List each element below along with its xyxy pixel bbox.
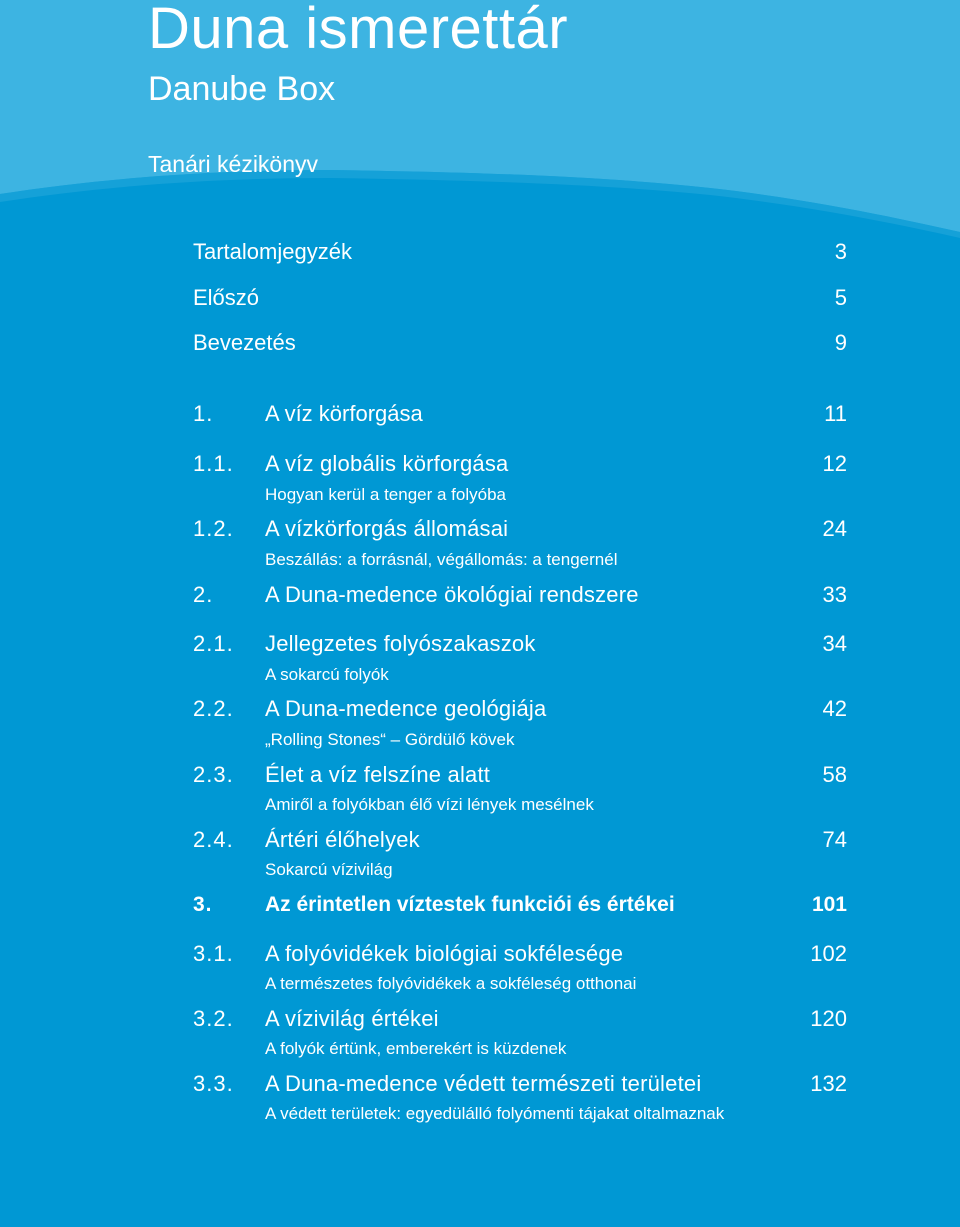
toc-entry-subtitle: A sokarcú folyók xyxy=(265,665,389,684)
toc-entry-3-2[interactable] xyxy=(193,1003,847,1035)
toc-entry-number: 2.3. xyxy=(193,762,234,787)
toc-entry-number: 2.1. xyxy=(193,631,234,656)
toc-entry-2-1[interactable] xyxy=(193,628,847,660)
toc-entry-chapter-1[interactable] xyxy=(193,398,847,430)
toc-entry-eloszo[interactable] xyxy=(193,282,847,314)
toc-entry-subtitle: A védett területek: egyedülálló folyómenti tájakat oltalmaznak xyxy=(265,1104,725,1123)
toc-entry-3-1[interactable] xyxy=(193,938,847,970)
toc-entry-page: 42 xyxy=(822,696,847,721)
toc-entry-page: 24 xyxy=(822,516,847,541)
toc-entry-label: Jellegzetes folyószakaszok xyxy=(265,631,536,656)
toc-entry-label: Tartalomjegyzék xyxy=(193,239,352,264)
toc-entry-page: 34 xyxy=(822,631,847,656)
toc-entry-subtitle: Amiről a folyókban élő vízi lények mesélnek xyxy=(265,795,594,814)
toc-entry-page: 102 xyxy=(810,941,847,966)
toc-entry-subtitle: Sokarcú vízivilág xyxy=(265,860,393,879)
toc-entry-1-1[interactable] xyxy=(193,448,847,480)
toc-entry-number: 3.3. xyxy=(193,1071,234,1096)
toc-entry-label: Élet a víz felszíne alatt xyxy=(265,762,491,787)
toc-entry-chapter-3[interactable] xyxy=(193,889,847,921)
toc-entry-number: 2.4. xyxy=(193,827,234,852)
toc-entry-number: 3. xyxy=(193,893,213,916)
toc-entry-page: 120 xyxy=(810,1006,847,1031)
toc-entry-number: 2. xyxy=(193,582,214,607)
toc-entry-page: 74 xyxy=(822,827,847,852)
toc-entry-subtitle: Beszállás: a forrásnál, végállomás: a tengernél xyxy=(265,550,618,569)
toc-entry-label: Bevezetés xyxy=(193,330,296,355)
toc-entry-3-3[interactable] xyxy=(193,1068,847,1100)
toc-entry-2-4[interactable] xyxy=(193,824,847,856)
toc-entry-page: 12 xyxy=(822,451,847,476)
toc-entry-1-2[interactable] xyxy=(193,513,847,545)
toc-entry-page: 5 xyxy=(834,285,847,310)
toc-entry-number: 3.2. xyxy=(193,1006,234,1031)
toc-entry-number: 1.2. xyxy=(193,516,234,541)
toc-entry-label: A Duna-medence geológiája xyxy=(265,696,547,721)
toc-entry-label: Az érintetlen víztestek funkciói és értékei xyxy=(265,893,675,916)
toc-entry-2-3[interactable] xyxy=(193,759,847,791)
toc-entry-2-2[interactable] xyxy=(193,693,847,725)
toc-entry-page: 33 xyxy=(822,582,847,607)
table-of-contents xyxy=(193,0,847,1227)
toc-entry-chapter-2[interactable] xyxy=(193,579,847,611)
toc-entry-label: A vízivilág értékei xyxy=(265,1006,439,1031)
toc-entry-label: A folyóvidékek biológiai sokfélesége xyxy=(265,941,624,966)
toc-entry-subtitle: A természetes folyóvidékek a sokféleség otthonai xyxy=(265,974,637,993)
toc-entry-label: Előszó xyxy=(193,285,260,310)
toc-entry-page: 132 xyxy=(810,1071,847,1096)
toc-entry-label: A Duna-medence ökológiai rendszere xyxy=(265,582,639,607)
document-title: Duna ismerettár xyxy=(148,0,569,61)
toc-entry-page: 58 xyxy=(822,762,847,787)
document-subtitle: Danube Box xyxy=(148,70,336,108)
document-tagline: Tanári kézikönyv xyxy=(148,151,319,177)
toc-entry-bevezetes[interactable] xyxy=(193,327,847,359)
toc-entry-label: A vízkörforgás állomásai xyxy=(265,516,509,541)
toc-entry-label: A Duna-medence védett természeti területei xyxy=(265,1071,702,1096)
toc-entry-number: 3.1. xyxy=(193,941,234,966)
toc-entry-page: 3 xyxy=(834,239,847,264)
toc-entry-label: Ártéri élőhelyek xyxy=(265,827,420,852)
toc-entry-number: 2.2. xyxy=(193,696,234,721)
toc-entry-number: 1.1. xyxy=(193,451,234,476)
toc-entry-subtitle: A folyók értünk, emberekért is küzdenek xyxy=(265,1039,567,1058)
toc-entry-number: 1. xyxy=(193,401,214,426)
toc-entry-tartalomjegyzek[interactable] xyxy=(193,236,847,268)
toc-entry-page: 11 xyxy=(824,401,847,426)
toc-entry-page: 9 xyxy=(834,330,847,355)
toc-entry-page: 101 xyxy=(811,893,847,916)
toc-entry-label: A víz körforgása xyxy=(265,401,423,426)
toc-entry-label: A víz globális körforgása xyxy=(265,451,509,476)
toc-entry-subtitle: „Rolling Stones“ – Gördülő kövek xyxy=(265,730,515,749)
toc-entry-subtitle: Hogyan kerül a tenger a folyóba xyxy=(265,485,506,504)
